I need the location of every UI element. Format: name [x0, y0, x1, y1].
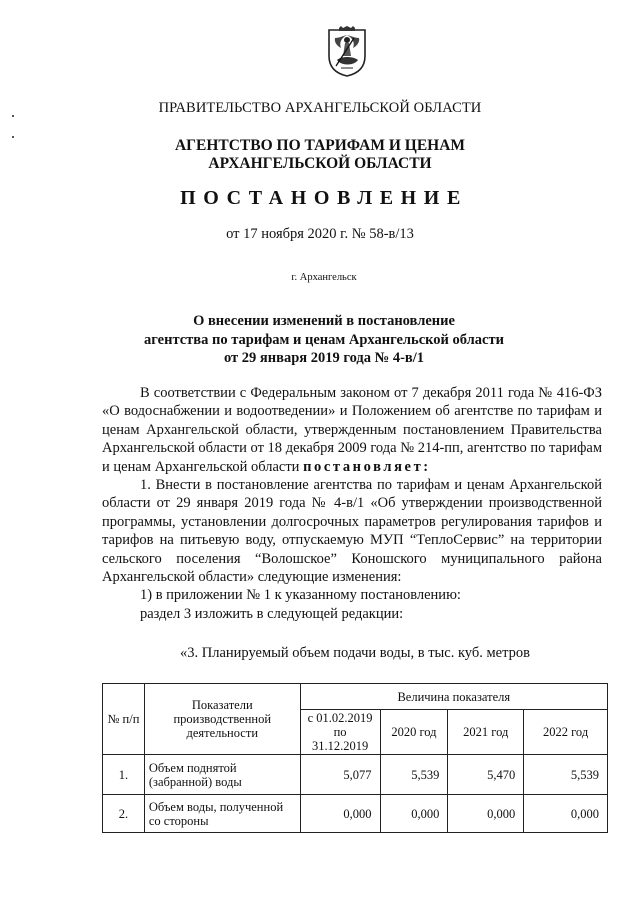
- paragraph-item-1: 1. Внести в постановление агентства по тарифам и ценам Архангельской области от 29 января 2019 года № 4-в/1 «Об утверждении производственной программы, установлении долгосрочных параметров регулирования тарифов и тарифов на питьевую воду, отпускаемую МУП “ТеплоСервис” на территории сельского поселения “Волошское” Коношского муниципального района Архангельской области» следующие изменения:: [102, 477, 602, 586]
- header-value-group: Величина показателя: [300, 684, 607, 710]
- document-body: [102, 384, 602, 623]
- subject-line-3: от 29 января 2019 года № 4-в/1: [223, 350, 425, 366]
- coat-of-arms-emblem: [327, 26, 367, 78]
- agency-name-line-1: АГЕНТСТВО ПО ТАРИФАМ И ЦЕНАМ: [174, 137, 466, 154]
- date-and-number: от 17 ноября 2020 г. № 58-в/13: [226, 226, 414, 242]
- row-indicator: Объем поднятой (забранной) воды: [144, 755, 300, 795]
- preamble-text: В соответствии с Федеральным законом от 7 декабря 2011 года № 416-ФЗ «О водоснабжении и водоотведении» и Положением об агентстве по тарифам и ценам Архангельской области, утвержденным постановлением Правительства Архангельской области от 18 декабря 2009 года № 214-пп, агентство по тарифам и ценам Архангельской области: [102, 385, 602, 475]
- subject-line-1: О внесении изменений в постановление: [193, 313, 455, 329]
- row-num: 2.: [103, 795, 145, 833]
- header-2020: 2020 год: [380, 710, 448, 755]
- section-3-heading: «3. Планируемый объем подачи воды, в тыс. куб. метров: [180, 645, 530, 661]
- water-volume-table: [102, 683, 608, 833]
- row-value-2022: 5,539: [524, 755, 608, 795]
- row-value-2020: 0,000: [380, 795, 448, 833]
- scan-mark: [12, 136, 14, 138]
- header-2022: 2022 год: [524, 710, 608, 755]
- agency-name: [0, 137, 640, 173]
- header-indicator: Показатели производственной деятельности: [144, 684, 300, 755]
- paragraph-subitem-1: 1) в приложении № 1 к указанному постановлению:: [140, 587, 461, 604]
- document-subject: [0, 312, 640, 368]
- table-row: [103, 795, 608, 833]
- city-name: г. Архангельск: [291, 272, 357, 283]
- table-row: [103, 755, 608, 795]
- row-value-period: 0,000: [300, 795, 380, 833]
- header-num: № п/п: [103, 684, 145, 755]
- government-name: ПРАВИТЕЛЬСТВО АРХАНГЕЛЬСКОЙ ОБЛАСТИ: [158, 100, 482, 116]
- paragraph-section-instruction: раздел 3 изложить в следующей редакции:: [140, 605, 404, 622]
- row-value-2020: 5,539: [380, 755, 448, 795]
- table-header-row-1: [103, 684, 608, 710]
- scan-mark: [12, 115, 14, 117]
- agency-name-line-2: АРХАНГЕЛЬСКОЙ ОБЛАСТИ: [208, 155, 432, 172]
- row-indicator: Объем воды, полученной со стороны: [144, 795, 300, 833]
- header-period: с 01.02.2019 по 31.12.2019: [300, 710, 380, 755]
- row-value-period: 5,077: [300, 755, 380, 795]
- subject-line-2: агентства по тарифам и ценам Архангельской области: [144, 331, 504, 348]
- row-value-2021: 0,000: [448, 795, 524, 833]
- decree-word: постановляет:: [303, 458, 431, 475]
- row-num: 1.: [103, 755, 145, 795]
- header-2021: 2021 год: [448, 710, 524, 755]
- paragraph-preamble: [102, 384, 602, 476]
- row-value-2021: 5,470: [448, 755, 524, 795]
- document-type-title: ПОСТАНОВЛЕНИЕ: [180, 187, 468, 209]
- row-value-2022: 0,000: [524, 795, 608, 833]
